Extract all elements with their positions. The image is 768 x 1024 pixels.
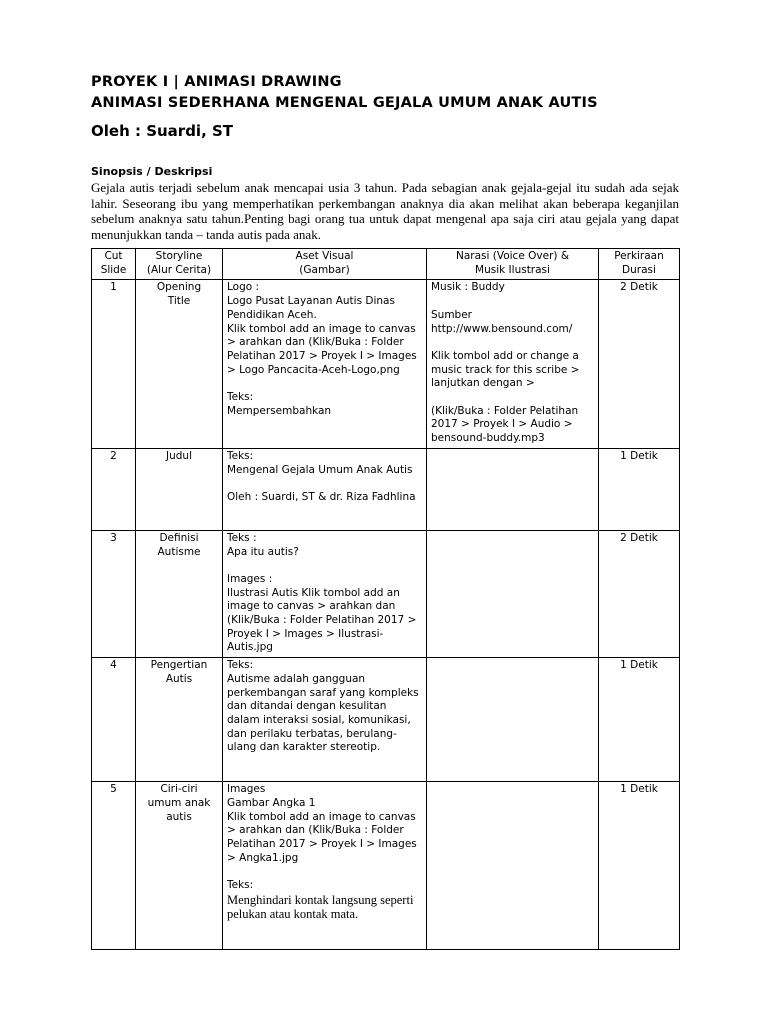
duration-cell: 2 Detik: [599, 280, 680, 448]
document-title-line-2: ANIMASI SEDERHANA MENGENAL GEJALA UMUM ANAK AUTIS: [91, 95, 598, 111]
visual-asset-cell: [223, 782, 427, 950]
cut-number: 3: [92, 530, 136, 657]
synopsis-heading: Sinopsis / Deskripsi: [91, 165, 213, 178]
visual-asset-text: Images Gambar Angka 1 Klik tombol add an image to canvas > arahkan dan (Klik/Buka : Folder Pelatihan 2017 > Proyek I > Images > Angka1.jpg Teks:: [227, 783, 417, 892]
author-line: Oleh : Suardi, ST: [91, 122, 234, 140]
header-storyline: Storyline (Alur Cerita): [136, 249, 223, 280]
narration-cell: [427, 448, 599, 530]
cut-number: 2: [92, 448, 136, 530]
narration-cell: Musik : Buddy Sumber http://www.bensound.com/ Klik tombol add or change a music track for this scribe > lanjutkan dengan > (Klik/Buka : Folder Pelatihan 2017 > Proyek I > Audio > bensound-buddy.mp3: [427, 280, 599, 448]
visual-asset-text: Teks : Apa itu autis? Images : Ilustrasi Autis Klik tombol add an image to canvas > arahkan dan (Klik/Buka : Folder Pelatihan 2017 > Proyek I > Images > Ilustrasi-Autis.jpg: [227, 531, 417, 654]
cut-number: 5: [92, 782, 136, 950]
storyline-cell: Pengertian Autis: [136, 658, 223, 782]
table-row: [92, 658, 680, 782]
duration-cell: 2 Detik: [599, 530, 680, 657]
storyline-cell: Ciri-ciri umum anak autis: [136, 782, 223, 950]
duration-cell: 1 Detik: [599, 658, 680, 782]
storyline-cell: Definisi Autisme: [136, 530, 223, 657]
table-row: [92, 530, 680, 657]
visual-asset-cell: [223, 658, 427, 782]
visual-asset-cell: [223, 448, 427, 530]
cut-number: 1: [92, 280, 136, 448]
table-row: [92, 280, 680, 448]
visual-asset-text: Teks: Autisme adalah gangguan perkembangan saraf yang kompleks dan ditandai dengan kesulitan dalam interaksi sosial, komunikasi, dan perilaku terbatas, berulang-ulang dan karakter stereotip.: [227, 659, 419, 754]
visual-asset-cell: [223, 530, 427, 657]
narration-cell: [427, 530, 599, 657]
visual-asset-text: Logo : Logo Pusat Layanan Autis Dinas Pendidikan Aceh. Klik tombol add an image to canvas > arahkan dan (Klik/Buka : Folder Pelatihan 2017 > Proyek I > Images > Logo Pancacita-Aceh-Logo,png Teks: Mempersembahkan: [227, 281, 417, 417]
duration-cell: 1 Detik: [599, 782, 680, 950]
storyline-cell: Opening Title: [136, 280, 223, 448]
narration-cell: [427, 658, 599, 782]
header-narration-music: Narasi (Voice Over) & Musik Ilustrasi: [427, 249, 599, 280]
document-title-line-1: PROYEK I | ANIMASI DRAWING: [91, 74, 342, 90]
duration-cell: 1 Detik: [599, 448, 680, 530]
header-visual-asset: Aset Visual (Gambar): [223, 249, 427, 280]
visual-asset-caption: Menghindari kontak langsung seperti pelukan atau kontak mata.: [227, 892, 414, 921]
narration-cell: [427, 782, 599, 950]
cut-number: 4: [92, 658, 136, 782]
table-row: [92, 448, 680, 530]
storyboard-table: [91, 248, 680, 950]
visual-asset-cell: [223, 280, 427, 448]
header-duration: Perkiraan Durasi: [599, 249, 680, 280]
synopsis-text: Gejala autis terjadi sebelum anak mencapai usia 3 tahun. Pada sebagian anak gejala-gejal itu sudah ada sejak lahir. Seseorang ibu yang memperhatikan perkembangan anaknya dia akan melihat akan beberapa keganjilan sebelum anaknya satu tahun.Penting bagi orang tua untuk dapat mengenal apa saja ciri atau gejala yang dapat menunjukkan tanda – tanda autis pada anak.: [91, 180, 679, 242]
visual-asset-text: Teks: Mengenal Gejala Umum Anak Autis Oleh : Suardi, ST & dr. Riza Fadhlina: [227, 449, 416, 503]
storyline-cell: Judul: [136, 448, 223, 530]
table-header-row: [92, 249, 680, 280]
header-cut-slide: Cut Slide: [92, 249, 136, 280]
table-row: [92, 782, 680, 950]
